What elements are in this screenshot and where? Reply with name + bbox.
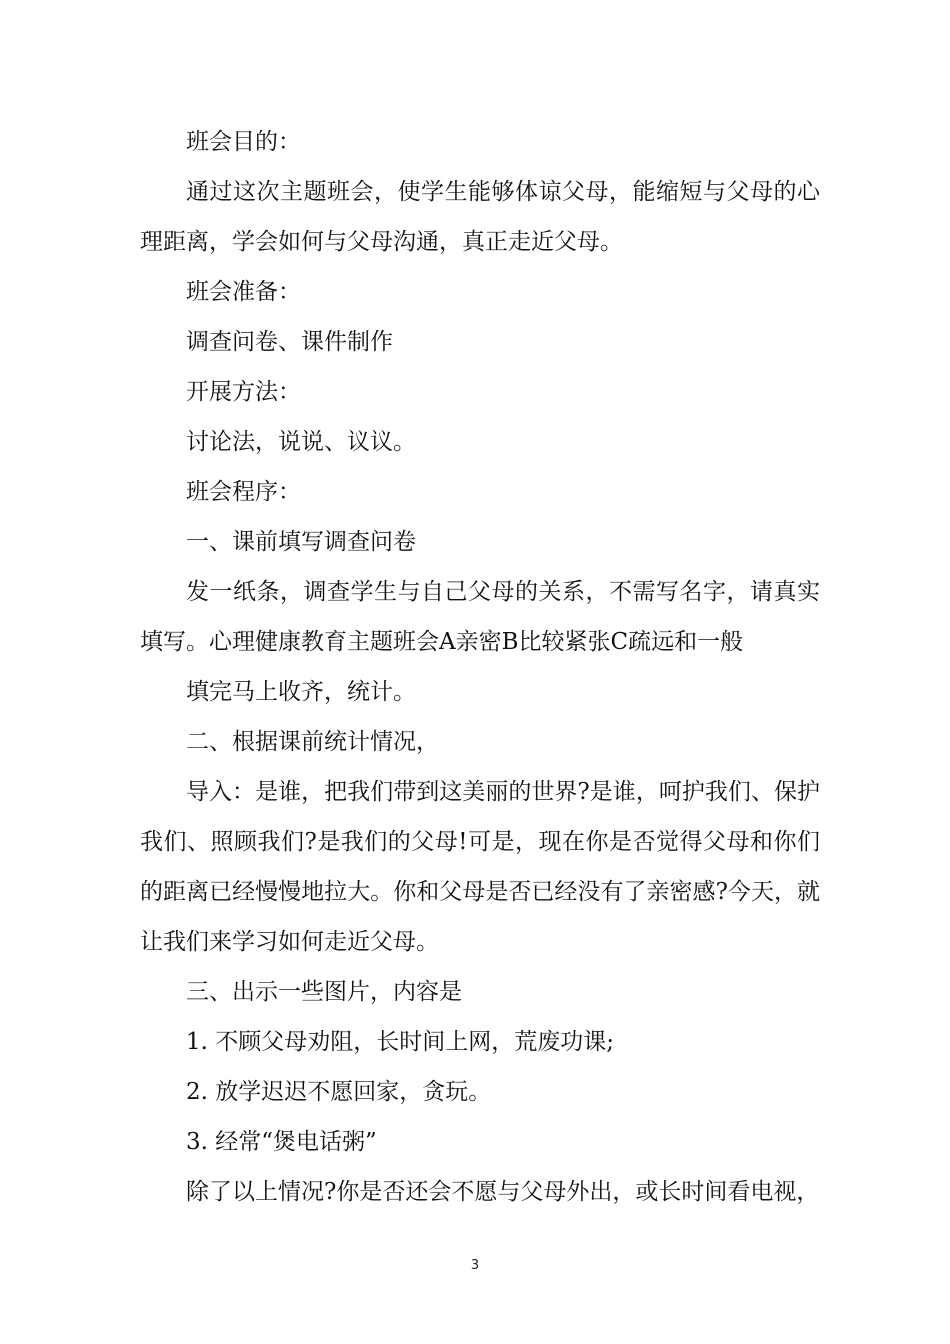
list-item-1: 1. 不顾父母劝阻，长时间上网，荒废功课; bbox=[186, 1029, 615, 1055]
list-item-3: 3. 经常“煲电话粥” bbox=[186, 1129, 377, 1155]
paragraph-collect-text: 填完马上收齐，统计。 bbox=[186, 679, 416, 705]
page-number: 3 bbox=[470, 1258, 480, 1273]
heading-purpose: 班会目的： bbox=[186, 129, 301, 155]
document-body bbox=[140, 117, 820, 1217]
paragraph-purpose-text: 通过这次主题班会，使学生能够体谅父母，能缩短与父母的心理距离，学会如何与父母沟通，真正走近父母。 bbox=[140, 179, 820, 255]
step-two-heading: 二、根据课前统计情况， bbox=[186, 729, 439, 755]
heading-method: 开展方法： bbox=[186, 379, 301, 405]
heading-procedure: 班会程序： bbox=[186, 479, 301, 505]
paragraph-continuation-text: 除了以上情况?你是否还会不愿与父母外出，或长时间看电视， bbox=[186, 1179, 820, 1205]
list-item-2: 2. 放学迟迟不愿回家，贪玩。 bbox=[186, 1079, 492, 1105]
paragraph-introduction-text: 导入：是谁，把我们带到这美丽的世界?是谁，呵护我们、保护我们、照顾我们?是我们的父母!可是，现在你是否觉得父母和你们的距离已经慢慢地拉大。你和父母是否已经没有了亲密感?今天，就让我们来学习如何走近父母。 bbox=[140, 779, 820, 955]
paragraph-preparation-text: 调查问卷、课件制作 bbox=[186, 329, 393, 355]
paragraph-survey-text: 发一纸条，调查学生与自己父母的关系，不需写名字，请真实填写。心理健康教育主题班会A亲密B比较紧张C疏远和一般 bbox=[140, 579, 820, 655]
paragraph-method-text: 讨论法，说说、议议。 bbox=[186, 429, 416, 455]
step-three-heading: 三、出示一些图片，内容是 bbox=[186, 979, 462, 1005]
heading-preparation: 班会准备： bbox=[186, 279, 301, 305]
step-one-heading: 一、课前填写调查问卷 bbox=[186, 529, 416, 555]
